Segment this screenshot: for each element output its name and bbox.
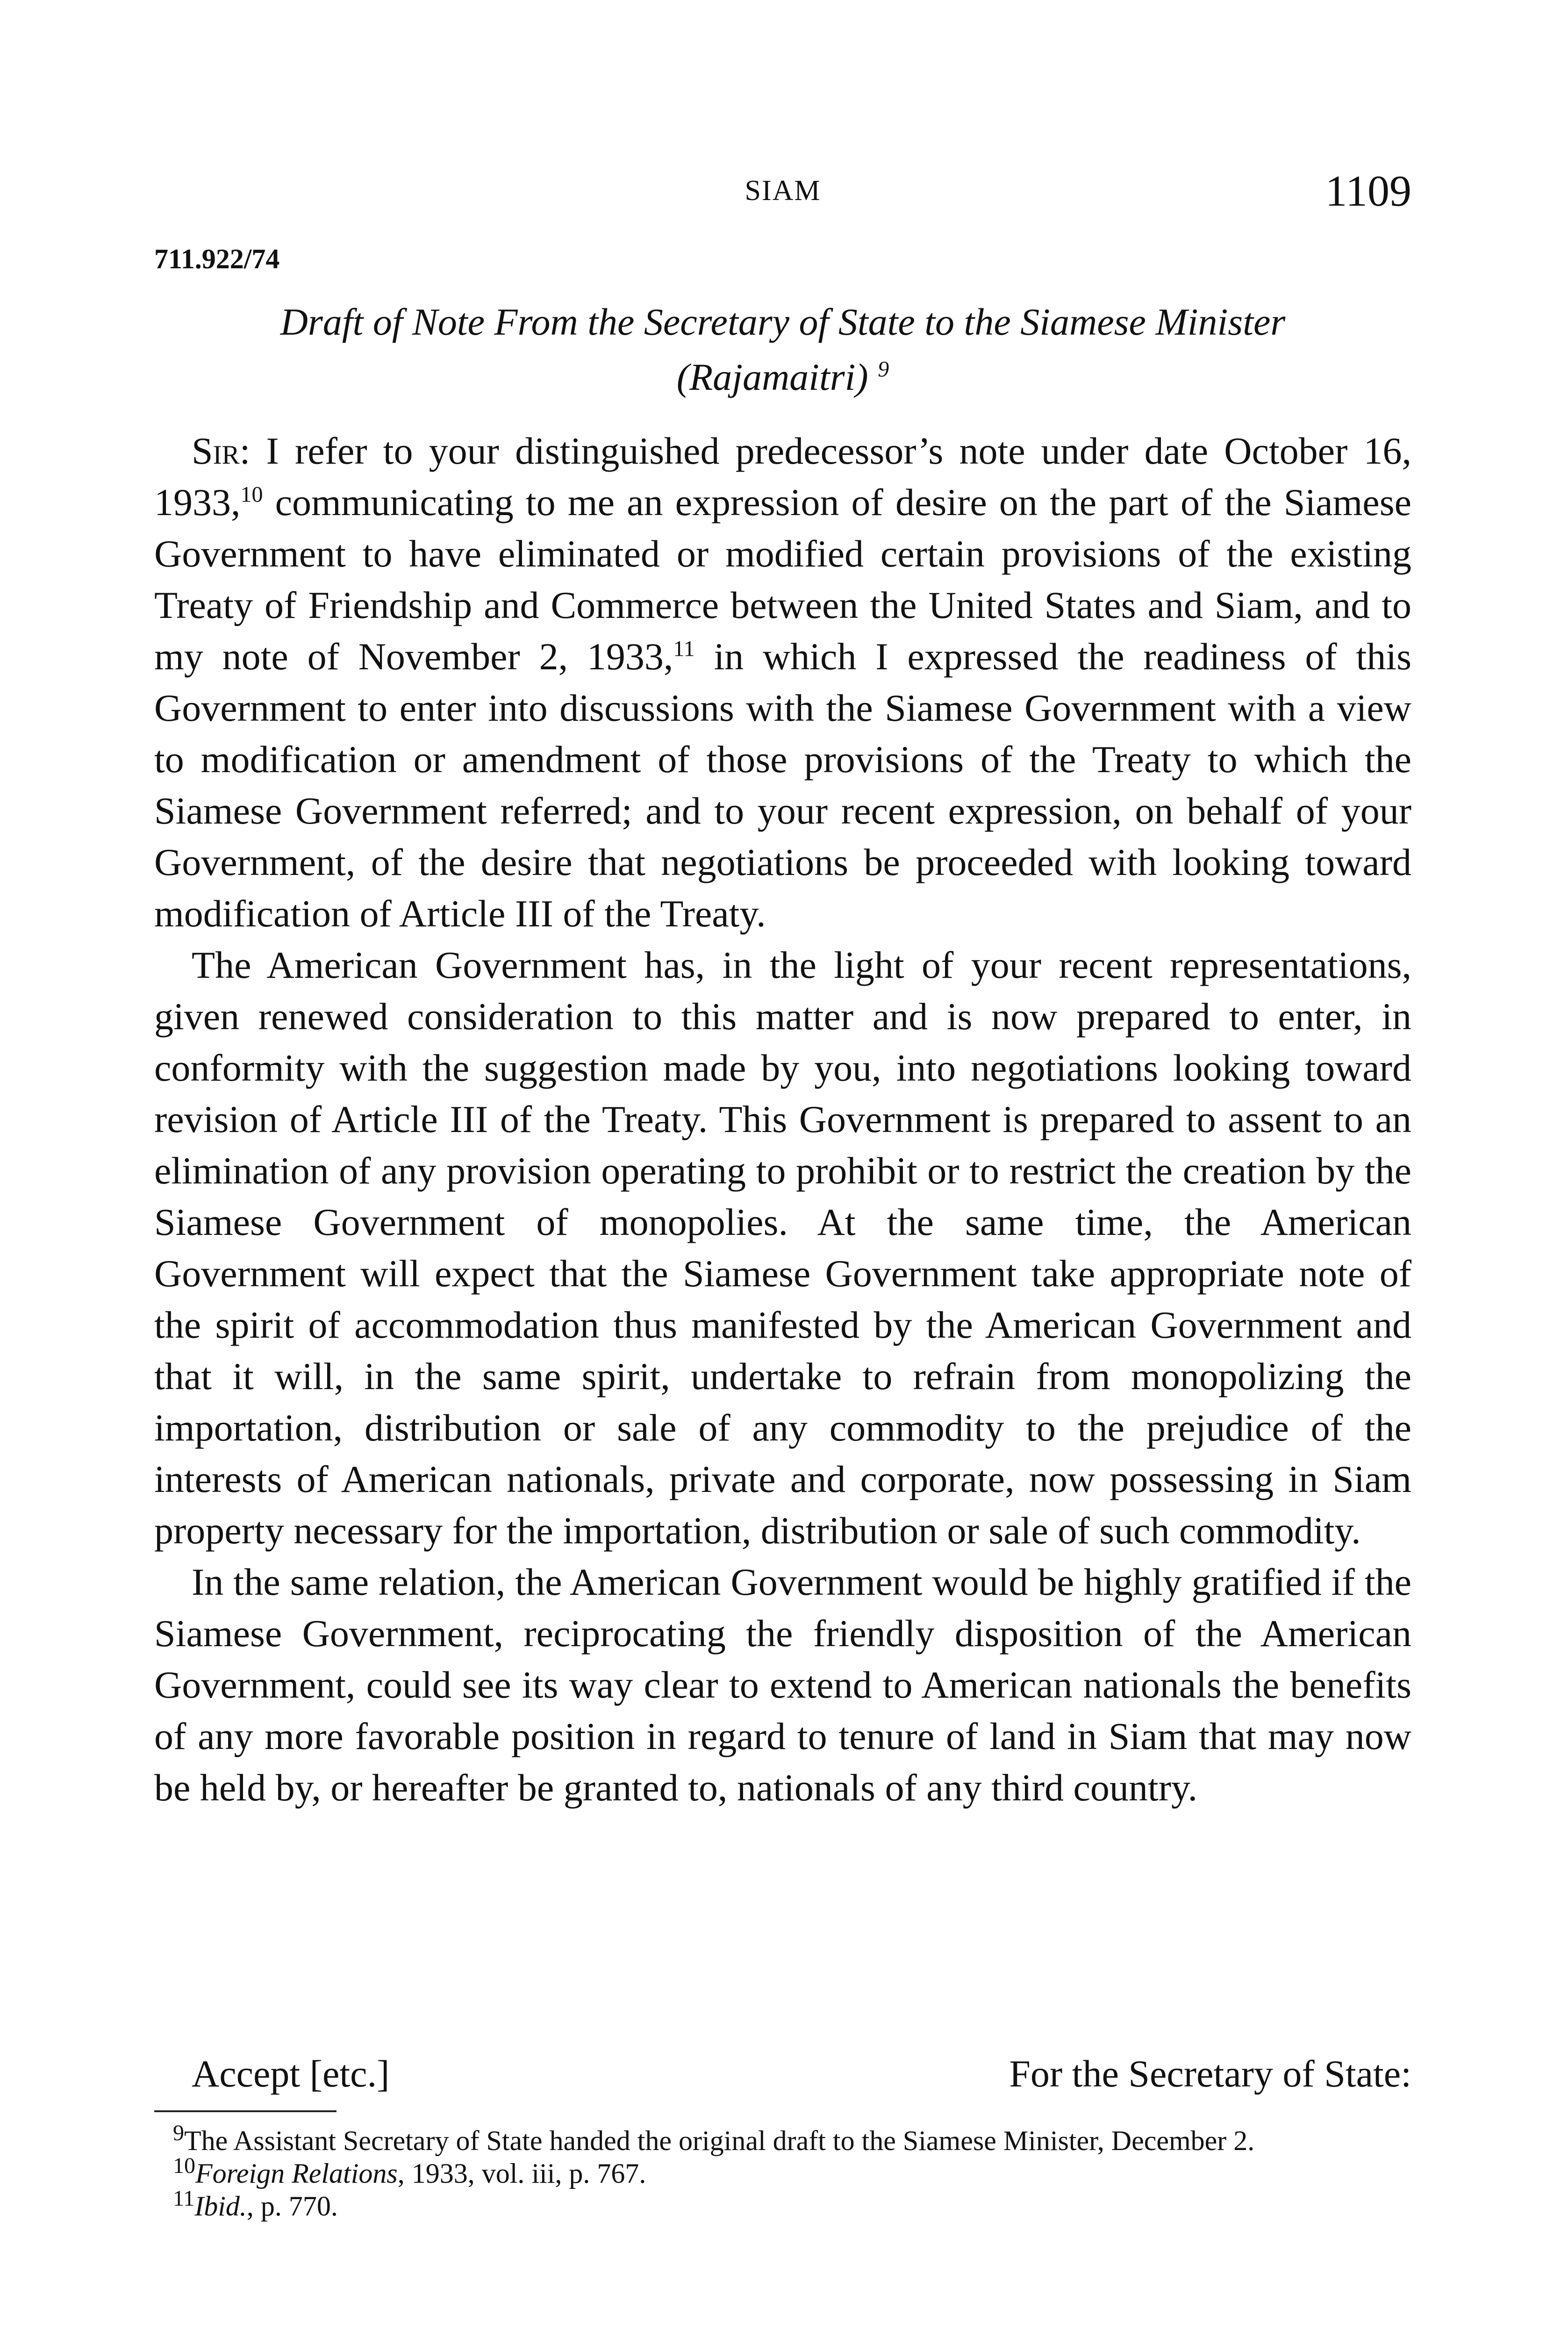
footnote-9-marker: 9 [173, 2121, 184, 2145]
footnote-ref-10: 10 [240, 482, 263, 507]
footnote-9-text: The Assistant Secretary of State handed the original draft to the Siamese Minister, December 2. [184, 2125, 1255, 2156]
footnote-11-text: , p. 770. [246, 2191, 338, 2222]
paragraph-3: In the same relation, the American Government would be highly gratified if the Siamese Government, reciprocating the friendly disposition of the American Government, could see its way clear to extend to American nationals the benefits of any more favorable position in regard to tenure of land in Siam that may now be held by, or hereafter be granted to, nationals of any third country. [154, 1561, 1411, 1809]
footnote-divider [154, 2110, 337, 2112]
paragraph-1-text-b: communicating to me an expression of desire on the part of the Siamese Government to have eliminated or modified certain provisions of the existing Treaty of Friendship and Commerce between the United States and Siam, and to my note of November 2, 1933, [154, 481, 1411, 678]
footnote-11 [154, 2186, 1411, 2222]
footnote-10-text: , 1933, vol. iii, p. 767. [397, 2158, 646, 2189]
page-number: 1109 [1325, 167, 1411, 215]
document-title [154, 294, 1411, 405]
closing-signature-line: For the Secretary of State: [1009, 2052, 1411, 2095]
title-minister-name: (Rajamaitri) [676, 356, 868, 398]
footnote-10-marker: 10 [173, 2153, 195, 2178]
footnote-10 [154, 2153, 1411, 2190]
paragraph-1 [154, 425, 1411, 939]
paragraph-1-text-a: : I refer to your distinguished predecessor’s note under date October 16, 1933, [154, 430, 1411, 523]
paragraph-2: The American Government has, in the light of your recent representations, given renewed consideration to this matter and is now prepared to enter, in conformity with the suggestion made by you, into negotiations looking toward revision of Article III of the Treaty. This Government is prepared to assent to an elimination of any provision operating to prohibit or to restrict the creation by the Siamese Government of monopolies. At the same time, the American Government will expect that the Siamese Government take appropriate note of the spirit of accommodation thus manifested by the American Government and that it will, in the same spirit, undertake to refrain from monopolizing the importation, distribution or sale of any commodity to the prejudice of the interests of American nationals, private and corporate, now possessing in Siam property necessary for the importation, distribution or sale of such commodity. [154, 944, 1411, 1552]
closing-accept: Accept [etc.] [192, 2052, 390, 2095]
footnotes [154, 2121, 1411, 2222]
running-head: SIAM [745, 175, 821, 207]
footnote-10-source: Foreign Relations [195, 2158, 398, 2189]
footnote-11-marker: 11 [173, 2186, 195, 2211]
footnote-11-source: Ibid. [194, 2191, 247, 2222]
title-line-1: Draft of Note From the Secretary of State to the Siamese Minister [280, 301, 1286, 343]
closing [154, 2052, 1411, 2103]
title-line-2 [154, 350, 1411, 405]
title-footnote-ref: 9 [878, 357, 889, 382]
salutation: Sir [192, 430, 240, 472]
footnote-9 [154, 2121, 1411, 2157]
footnote-ref-11: 11 [673, 636, 695, 661]
page-header [154, 166, 1411, 217]
paragraph-1-text-c: in which I expressed the readiness of this Government to enter into discussions with the Siamese Government with a view to modification or amendment of those provisions of the Treaty to which the Siamese Government referred; and to your recent expression, on behalf of your Government, of the desire that negotiations be proceeded with looking toward modification of Article III of the Treaty. [154, 635, 1411, 935]
note-body [154, 425, 1411, 1814]
file-number: 711.922/74 [154, 244, 280, 274]
